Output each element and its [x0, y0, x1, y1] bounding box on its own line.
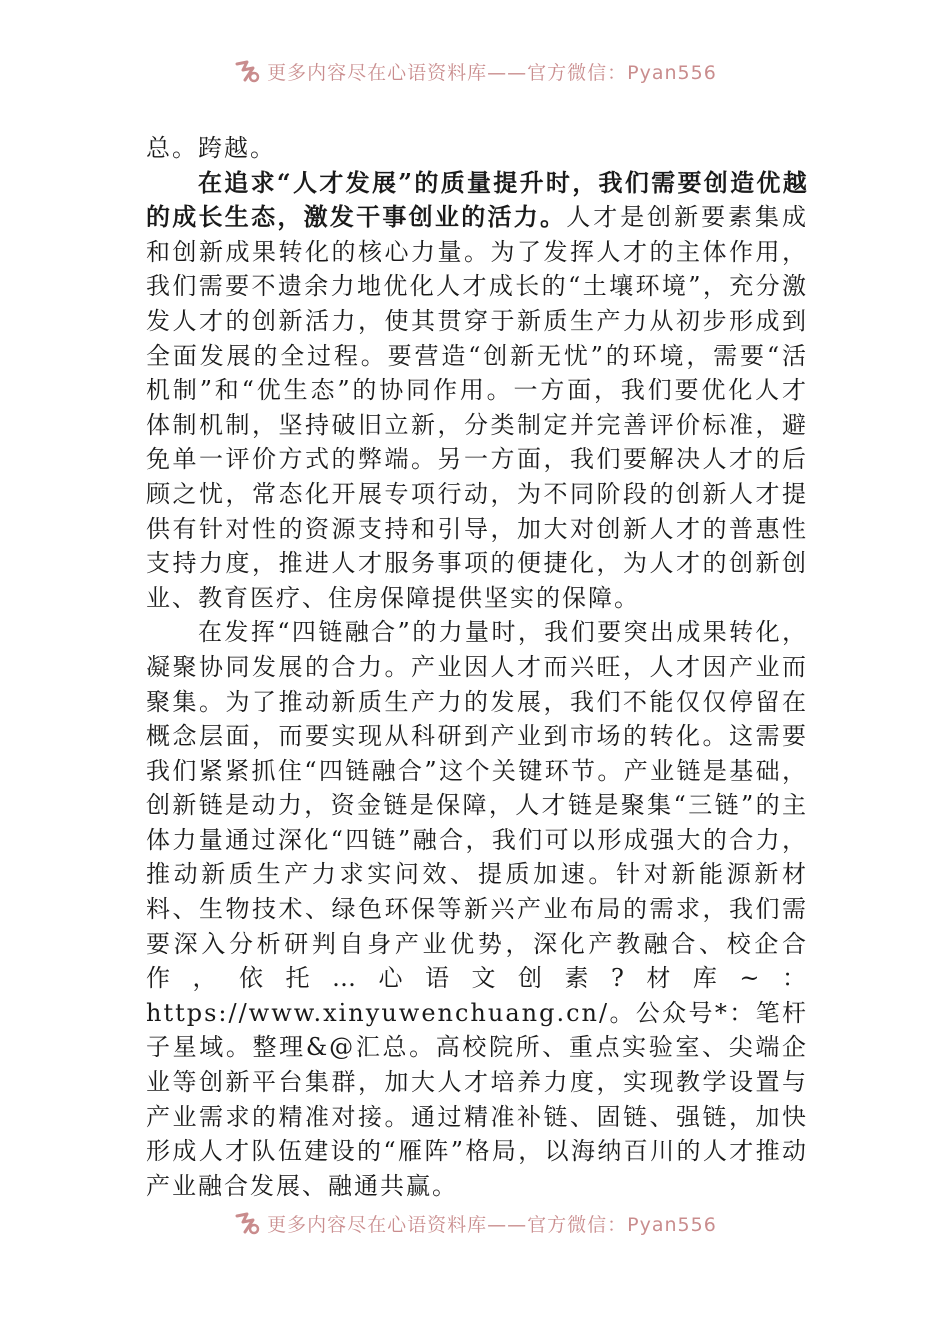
watermark-text: 更多内容尽在心语资料库——官方微信：Pyan556 [267, 61, 717, 84]
logo-icon [233, 1210, 261, 1236]
paragraph-3: 在发挥“四链融合”的力量时，我们要突出成果转化，凝聚协同发展的合力。产业因人才而兴旺，人才因产业而聚集。为了推动新质生产力的发展，我们不能仅仅停留在概念层面，而要实现从科研到产业到市场的转化。这需要我们紧紧抓住“四链融合”这个关键环节。产业链是基础，创新链是动力，资金链是保障，人才链是聚集“三链”的主体力量通过深化“四链”融合，我们可以形成强大的合力，推动新质生产力求实问效、提质加速。针对新能源新材料、生物技术、绿色环保等新兴产业布局的需求，我们需要深入分析研判自身产业优势，深化产教融合、校企合作，依托…心语文创素?材库~：https://www.xinyuwenchuang.cn/。公众号*：笔杆子星域。整理&@汇总。高校院所、重点实验室、尖端企业等创新平台集群，加大人才培养力度，实现教学设置与产业需求的精准对接。通过精准补链、固链、强链，加快形成人才队伍建设的“雁阵”格局，以海纳百川的人才推动产业融合发展、融通共赢。 [146, 618, 808, 1200]
paragraph-1: 总。跨越。 [146, 134, 276, 162]
paragraph-2-body: 人才是创新要素集成和创新成果转化的核心力量。为了发挥人才的主体作用，我们需要不遗余力地优化人才成长的“土壤环境”，充分激发人才的创新活力，使其贯穿于新质生产力从初步形成到全面发展的全过程。要营造“创新无忧”的环境，需要“活机制”和“优生态”的协同作用。一方面，我们要优化人才体制机制，坚持破旧立新，分类制定并完善评价标准，避免单一评价方式的弊端。另一方面，我们要解决人才的后顾之忧，常态化开展专项行动，为不同阶段的创新人才提供有针对性的资源支持和引导，加大对创新人才的普惠性支持力度，推进人才服务事项的便捷化，为人才的创新创业、教育医疗、住房保障提供坚实的保障。 [146, 203, 808, 612]
header-watermark [0, 54, 950, 88]
watermark-text: 更多内容尽在心语资料库——官方微信：Pyan556 [267, 1213, 717, 1236]
paragraph-2-lead: 在追求“人才发展”的质量提升时，我们需要创造优越的成长生态，激发干事创业的活力。 [146, 167, 808, 232]
logo-icon [233, 58, 261, 84]
document-body [146, 131, 808, 1203]
paragraph-2 [146, 166, 808, 616]
footer-watermark [0, 1206, 950, 1240]
